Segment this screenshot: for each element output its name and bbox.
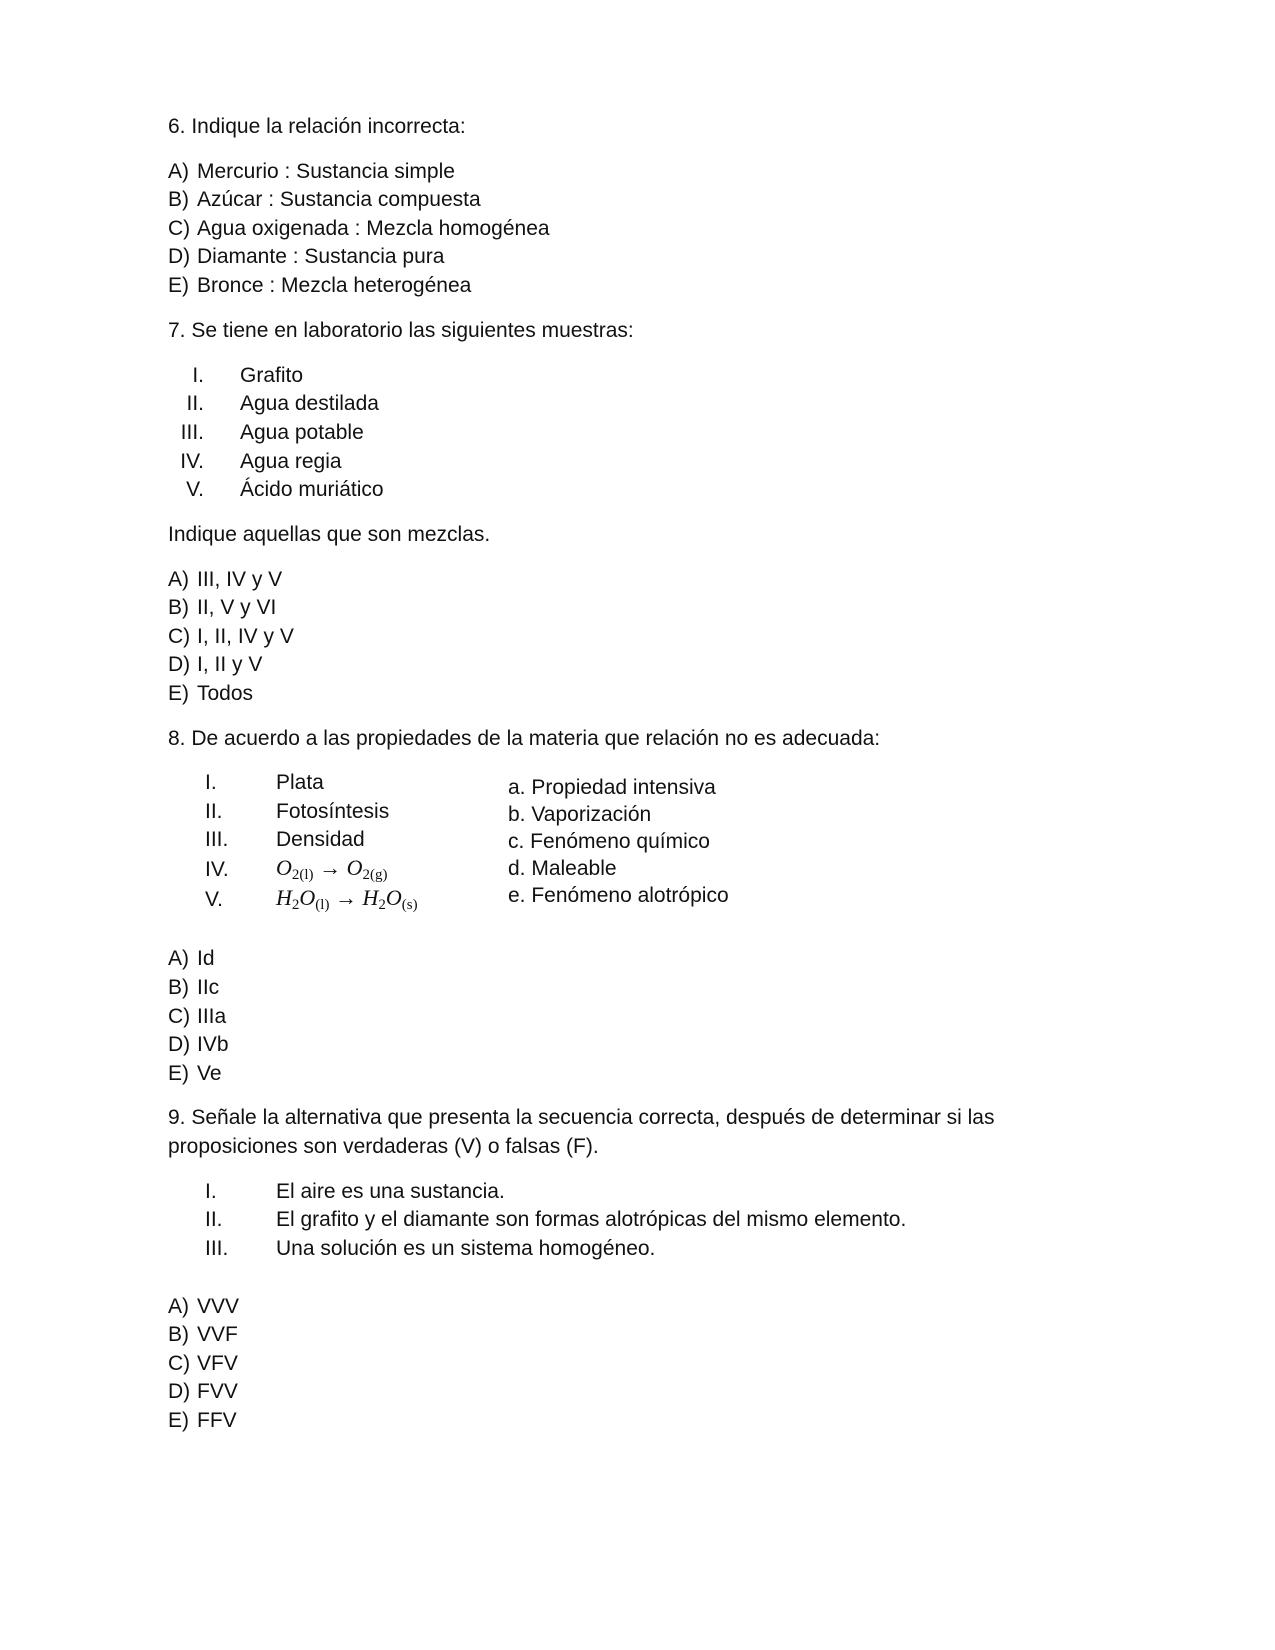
- q8-option-text: IVb: [197, 1033, 229, 1056]
- option-letter: C): [168, 625, 191, 648]
- option-letter: D): [168, 653, 191, 676]
- q8-stem: 8. De acuerdo a las propiedades de la materia que relación no es adecuada:: [168, 727, 881, 750]
- q7-item-num: III.: [180, 421, 204, 444]
- q8-item-text: Plata: [276, 771, 324, 794]
- q9-item-text: El aire es una sustancia.: [276, 1180, 505, 1203]
- option-letter: E): [168, 1062, 189, 1085]
- q6-option-b-text: Azúcar : Sustancia compuesta: [197, 188, 481, 211]
- q6-option-e: [168, 275, 189, 296]
- q7-option-text: II, V y VI: [197, 596, 277, 619]
- q9-item-text: El grafito y el diamante son formas alotrópicas del mismo elemento.: [276, 1208, 907, 1231]
- option-letter: E): [168, 682, 189, 705]
- option-letter: D): [168, 1033, 191, 1056]
- q8-property: c. Fenómeno químico: [508, 830, 710, 853]
- q8-property: a. Propiedad intensiva: [508, 776, 716, 799]
- option-letter: C): [168, 1352, 191, 1375]
- q8-property: b. Vaporización: [508, 803, 652, 826]
- q8-item-num: III.: [205, 828, 229, 851]
- q8-option-text: IIIa: [197, 1005, 227, 1028]
- option-letter: A): [168, 1295, 189, 1318]
- q8-equation-oxygen: $O_{2(l)} \to O_{2(g)}$: [276, 855, 388, 883]
- q7-item-text: Agua regia: [240, 450, 342, 473]
- option-letter: C): [168, 217, 191, 240]
- option-letter: B): [168, 596, 189, 619]
- q7-item-text: Agua potable: [240, 421, 364, 444]
- q9-item-num: III.: [205, 1237, 229, 1260]
- q9-option-text: FVV: [197, 1380, 238, 1403]
- q8-item-num: II.: [205, 800, 223, 823]
- q6-option-d-text: Diamante : Sustancia pura: [197, 245, 445, 268]
- q6-option-c-text: Agua oxigenada : Mezcla homogénea: [197, 217, 550, 240]
- q6-option-c: [168, 218, 190, 239]
- q8-option-text: IIc: [197, 976, 220, 999]
- q9-item-num: II.: [205, 1208, 223, 1231]
- option-letter: C): [168, 1005, 191, 1028]
- q7-option-text: I, II y V: [197, 653, 263, 676]
- q7-item-text: Grafito: [240, 364, 304, 387]
- option-letter: B): [168, 1323, 189, 1346]
- q7-item-num: IV.: [180, 450, 204, 473]
- q7-stem: 7. Se tiene en laboratorio las siguientes muestras:: [168, 319, 634, 342]
- option-letter: A): [168, 160, 189, 183]
- q8-item-num: IV.: [205, 858, 229, 881]
- q9-option-text: VVF: [197, 1323, 238, 1346]
- q8-equation-water: $H_2O_{(l)} \to H_2O_{(s)}$: [276, 885, 418, 913]
- q9-stem-line-2: proposiciones son verdaderas (V) o falsas (F).: [168, 1135, 599, 1158]
- q7-option-text: I, II, IV y V: [197, 625, 294, 648]
- q8-option-text: Id: [197, 947, 215, 970]
- option-letter: E): [168, 274, 189, 297]
- q8-property: e. Fenómeno alotrópico: [508, 884, 729, 907]
- q9-stem-line-1: 9. Señale la alternativa que presenta la secuencia correcta, después de determinar si las: [168, 1106, 995, 1129]
- q7-item-num: I.: [192, 364, 204, 387]
- q6-option-e-text: Bronce : Mezcla heterogénea: [197, 274, 472, 297]
- q8-option-text: Ve: [197, 1062, 222, 1085]
- q6-option-d: [168, 246, 190, 267]
- q9-option-text: VFV: [197, 1352, 238, 1375]
- q6-option-a: [168, 161, 189, 182]
- option-letter: D): [168, 245, 191, 268]
- q7-option-text: Todos: [197, 682, 254, 705]
- q7-item-num: II.: [186, 392, 204, 415]
- option-letter: A): [168, 947, 189, 970]
- option-letter: B): [168, 188, 189, 211]
- q8-item-text: Fotosíntesis: [276, 800, 390, 823]
- q6-option-a-text: Mercurio : Sustancia simple: [197, 160, 455, 183]
- option-letter: A): [168, 568, 189, 591]
- q8-item-text: Densidad: [276, 828, 365, 851]
- q7-prompt: Indique aquellas que son mezclas.: [168, 523, 491, 546]
- q7-item-num: V.: [186, 478, 204, 501]
- q6-option-b: [168, 189, 189, 210]
- q8-property: d. Maleable: [508, 857, 617, 880]
- q9-item-text: Una solución es un sistema homogéneo.: [276, 1237, 656, 1260]
- q7-item-text: Ácido muriático: [240, 478, 384, 501]
- option-letter: D): [168, 1380, 191, 1403]
- option-letter: B): [168, 976, 189, 999]
- option-letter: E): [168, 1409, 189, 1432]
- q8-item-num: I.: [205, 771, 217, 794]
- q9-item-num: I.: [205, 1180, 217, 1203]
- q6-stem: 6. Indique la relación incorrecta:: [168, 115, 466, 138]
- q9-option-text: FFV: [197, 1409, 237, 1432]
- q7-option-text: III, IV y V: [197, 568, 283, 591]
- q7-item-text: Agua destilada: [240, 392, 379, 415]
- q8-item-num: V.: [205, 888, 223, 911]
- q9-option-text: VVV: [197, 1295, 240, 1318]
